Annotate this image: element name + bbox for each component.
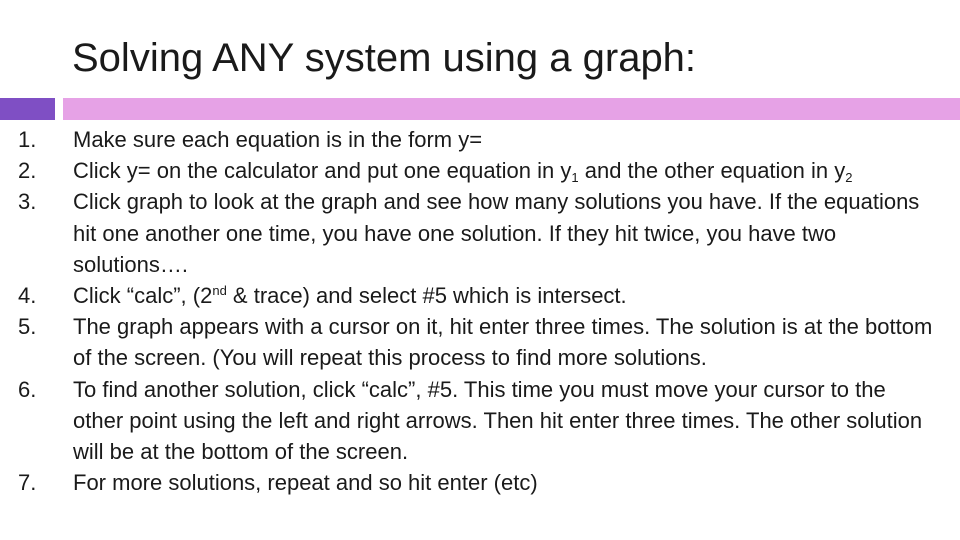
step-text-part: & trace) and select #5 which is intersect. [226,283,627,309]
step-text-part: Click y= on the calculator and put one equation in y [73,158,572,184]
step-text-part: Click “calc”, (2 [73,283,213,309]
subscript: 1 [571,170,579,186]
step-text: The graph appears with a cursor on it, hit enter three times. The solution is at the bottom of the screen. (You will repeat this process to find more solutions. [73,314,933,371]
step-item-2 [0,155,960,186]
step-number: 6. [18,376,37,402]
step-text [73,158,853,186]
step-item-7 [0,467,960,498]
step-number: 1. [18,127,37,152]
subscript: 2 [845,170,853,186]
superscript: nd [212,283,227,299]
step-item-6 [0,374,960,468]
step-number: 2. [18,158,37,184]
slide-title: Solving ANY system using a graph: [72,36,697,80]
step-text: Click graph to look at the graph and see how many solutions you have. If the equations hit one another one time, you have one solution. If they hit twice, you have two solutions…. [73,189,920,277]
step-text-part: and the other equation in y [578,158,846,184]
accent-bar-left [0,98,55,120]
step-number: 3. [18,189,37,215]
step-item-1 [0,124,960,155]
step-text: To find another solution, click “calc”, #5. This time you must move your cursor to the other point using the left and right arrows. Then hit enter three times. The other solution will be at the bottom of the screen. [73,376,923,465]
step-text: For more solutions, repeat and so hit enter (etc) [73,470,538,496]
step-number: 5. [18,314,37,340]
accent-bar-right [63,98,960,120]
step-number: 4. [18,283,37,309]
step-text [73,283,627,308]
steps-list [0,124,960,498]
step-item-3 [0,186,960,280]
step-item-4 [0,280,960,311]
step-text: Make sure each equation is in the form y= [73,127,483,152]
step-number: 7. [18,470,37,496]
step-item-5 [0,311,960,373]
